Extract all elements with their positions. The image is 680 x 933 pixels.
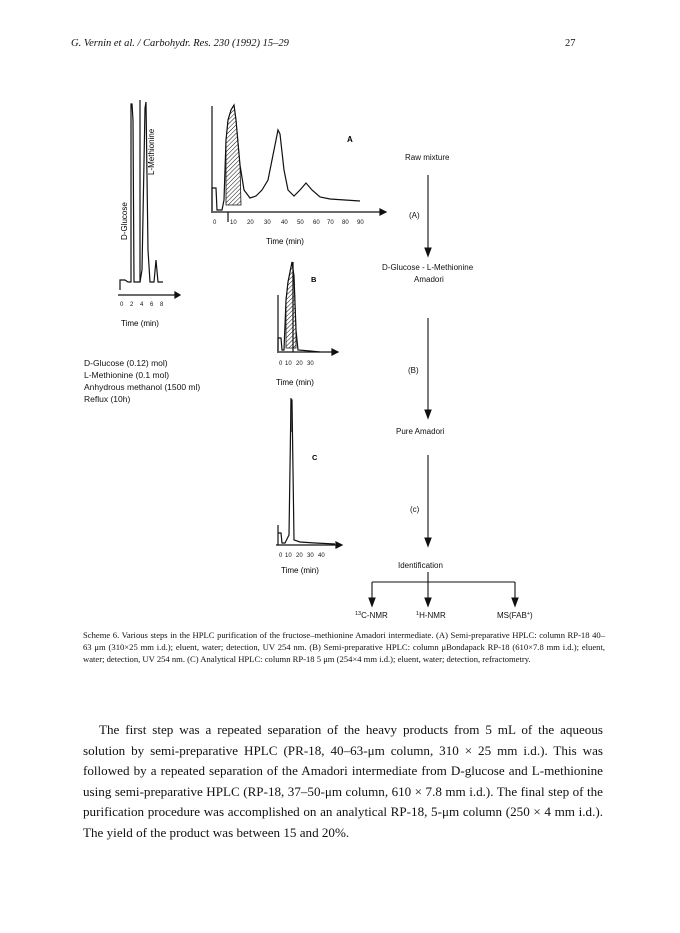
- tick-left-0: 0: [120, 302, 124, 308]
- flow-arrows: [369, 175, 518, 606]
- tick-a-8: 80: [342, 220, 349, 226]
- tick-c-3: 30: [307, 553, 314, 559]
- page-number: 27: [565, 38, 576, 49]
- tick-c-2: 20: [296, 553, 303, 559]
- condition-reflux: Reflux (10h): [84, 394, 131, 404]
- tick-left-1: 2: [130, 302, 134, 308]
- tick-a-5: 50: [297, 220, 304, 226]
- flow-method-ms-fab: MS(FAB+): [497, 611, 533, 620]
- tick-a-4: 40: [281, 220, 288, 226]
- flow-amadori-line2: Amadori: [414, 275, 444, 284]
- chrom-b-label: B: [311, 275, 317, 284]
- tick-a-7: 70: [327, 220, 334, 226]
- tick-left-4: 8: [160, 302, 164, 308]
- tick-b-1: 10: [285, 361, 292, 367]
- hatched-fraction-b: [286, 262, 296, 348]
- tick-c-4: 40: [318, 553, 325, 559]
- tick-left-2: 4: [140, 302, 144, 308]
- running-header-citation: G. Vernin et al. / Carbohydr. Res. 230 (1992) 15–29: [71, 38, 289, 49]
- reaction-conditions: [84, 357, 200, 405]
- tick-a-0: 0: [213, 220, 217, 226]
- flow-identification: Identification: [398, 561, 443, 570]
- flow-amadori-line1: D-Glucose - L-Methionine: [382, 263, 474, 272]
- condition-glucose: D-Glucose (0.12) mol): [84, 358, 168, 368]
- tick-b-2: 20: [296, 361, 303, 367]
- flow-raw-mixture: Raw mixture: [405, 153, 450, 162]
- tick-a-1: 10: [230, 220, 237, 226]
- xlabel-b: Time (min): [276, 378, 314, 387]
- xlabel-left: Time (min): [121, 319, 159, 328]
- flow-method-13c-nmr: $^{13}$C-NMR: [355, 611, 388, 620]
- tick-c-1: 10: [285, 553, 292, 559]
- tick-a-3: 30: [264, 220, 271, 226]
- body-paragraph: The first step was a repeated separation of the heavy products from 5 mL of the aqueous solution by semi-preparative HPLC (PR-18, 40–63-μm column, 310 × 25 mm i.d.). This was followed by a repeated separation of the Amadori intermediate from D-glucose and L-methionine using semi-preparative HPLC (RP-18, 37–50-μm column, 610 × 7.8 mm i.d.). The final step of the purification procedure was accomplished on an analytical RP-18, 5-μm column (250 × 4 mm i.d.). The yield of the product was between 15 and 20%.: [83, 722, 603, 840]
- condition-methionine: L-Methionine (0.1 mol): [84, 370, 170, 380]
- flow-pure-amadori: Pure Amadori: [396, 427, 445, 436]
- tick-b-0: 0: [279, 361, 283, 367]
- tick-a-6: 60: [313, 220, 320, 226]
- hatched-fraction-a: [226, 105, 241, 205]
- tick-c-0: 0: [279, 553, 283, 559]
- flow-step-a: (A): [409, 211, 420, 220]
- chromatogram-c: [276, 398, 342, 548]
- flow-step-c: (c): [410, 505, 420, 514]
- xlabel-a: Time (min): [266, 237, 304, 246]
- condition-solvent: Anhydrous methanol (1500 ml): [84, 382, 201, 392]
- tick-b-3: 30: [307, 361, 314, 367]
- scheme-caption: Scheme 6. Various steps in the HPLC purification of the fructose–methionine Amadori intermediate. (A) Semi-preparative HPLC: column RP-18 40–63 μm (310×25 mm i.d.); eluent, water; detection, UV 254 nm. (B) Semi-preparative HPLC: column μBondapack RP-18 (610×7.8 mm i.d.); eluent, water; detection, UV 254 nm. (C) Analytical HPLC: column RP-18 5 μm (254×4 mm i.d.); eluent, water; detection, refractometry.: [83, 630, 605, 665]
- peak-label-d-glucose: D-Glucose: [120, 202, 129, 240]
- flow-step-b: (B): [408, 366, 419, 375]
- flow-method-1h-nmr: $^1$H-NMR: [416, 611, 446, 620]
- chrom-c-label: C: [312, 453, 318, 462]
- chrom-a-label: A: [347, 135, 353, 144]
- peak-label-l-methionine: L-Methionine: [147, 128, 156, 175]
- tick-a-2: 20: [247, 220, 254, 226]
- tick-left-3: 6: [150, 302, 154, 308]
- tick-a-9: 90: [357, 220, 364, 226]
- xlabel-c: Time (min): [281, 566, 319, 575]
